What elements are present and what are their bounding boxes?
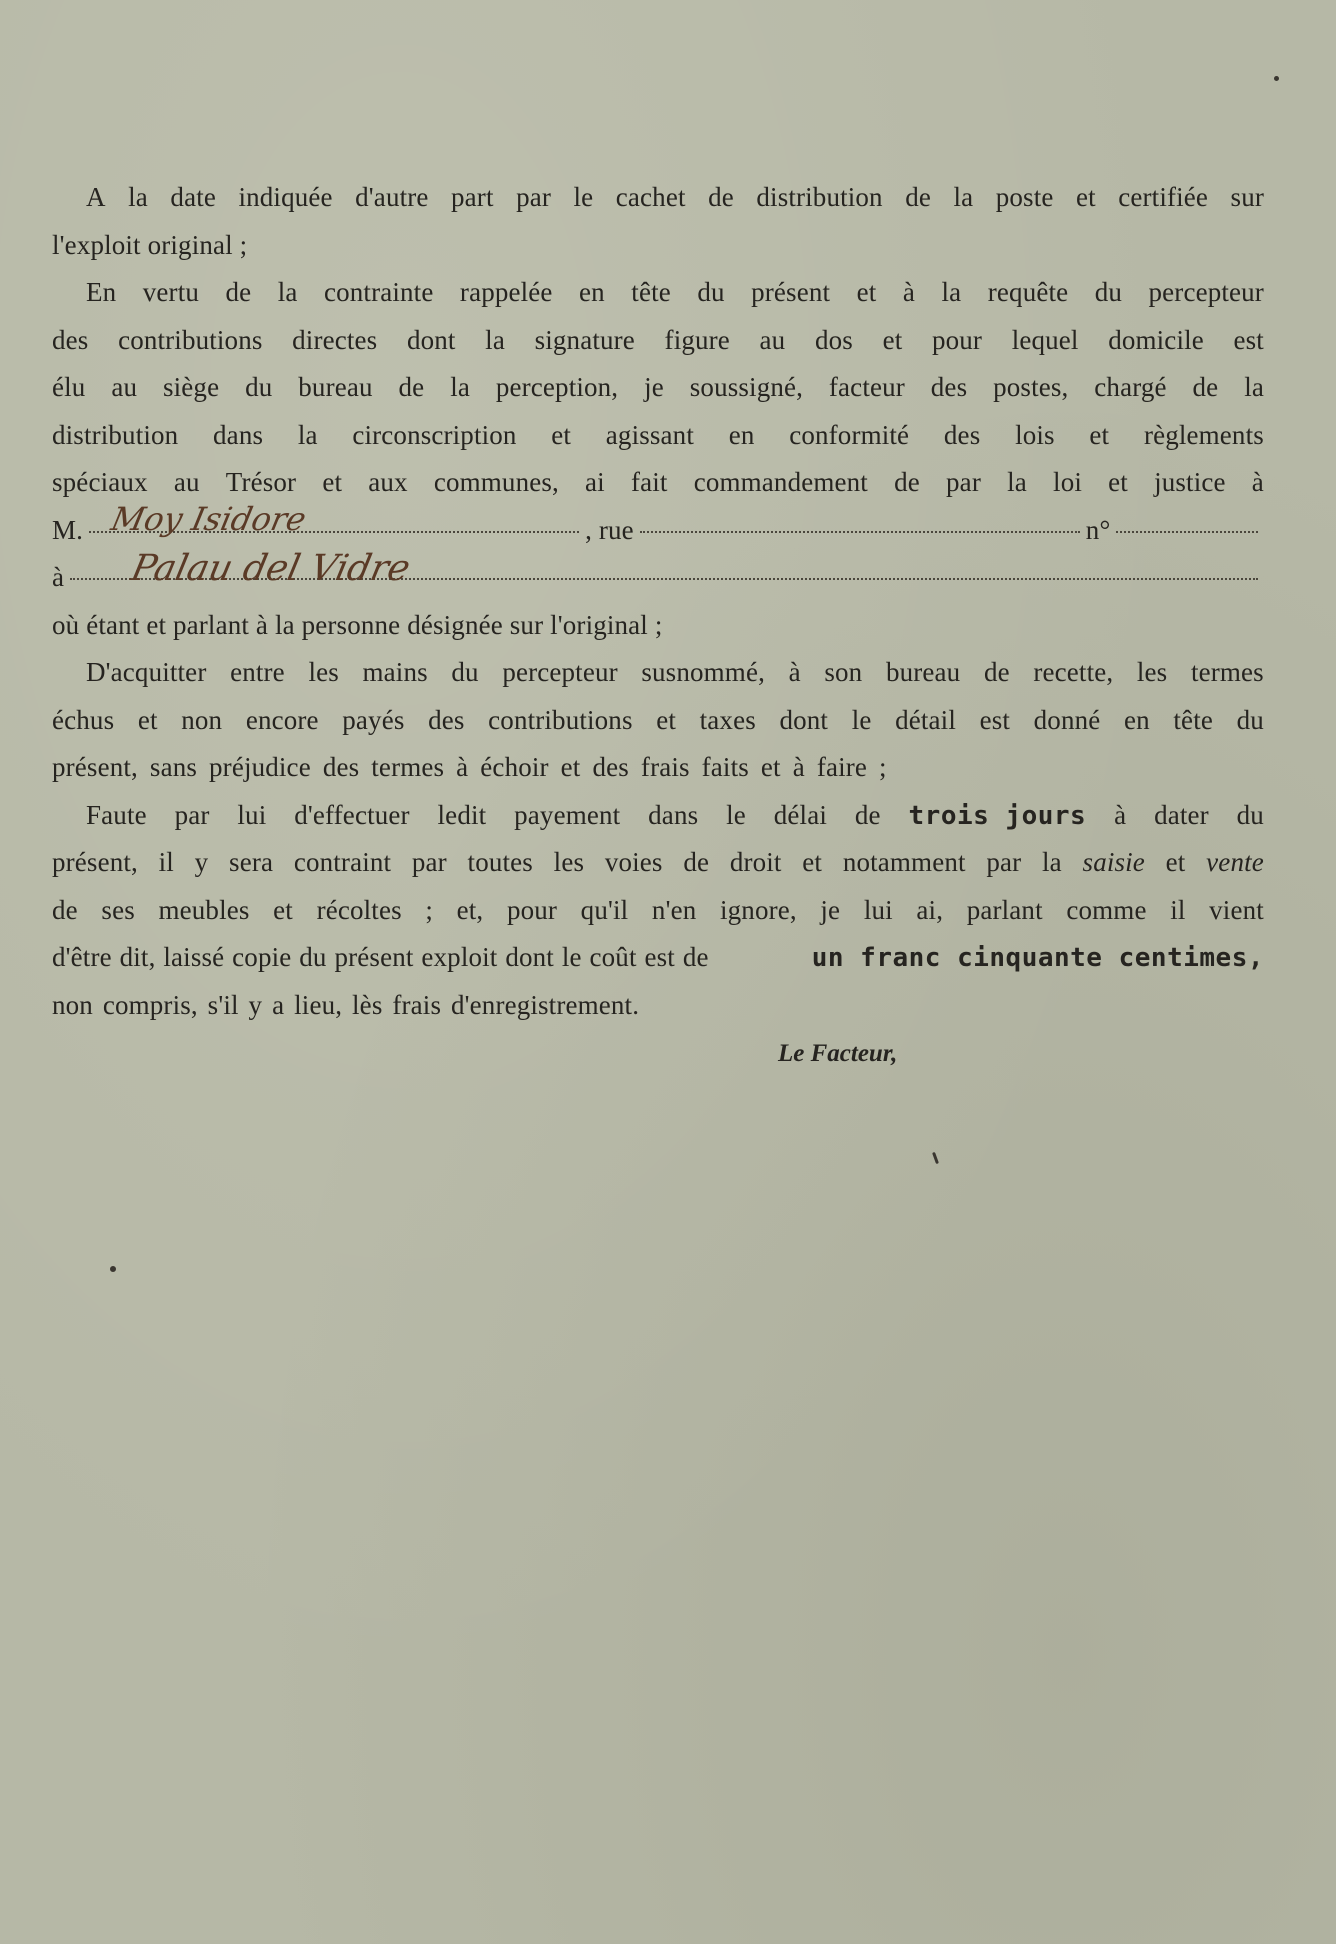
- m-label: M.: [52, 514, 84, 545]
- word: dont: [406, 324, 456, 355]
- word: règlements: [1143, 419, 1264, 450]
- word: certifiée: [1118, 182, 1209, 212]
- word: communes,: [433, 467, 559, 497]
- word: loi: [1053, 467, 1082, 497]
- word: la: [450, 372, 470, 402]
- handwritten-place: Palau del Vidre: [127, 548, 414, 589]
- word: du: [1236, 799, 1264, 830]
- word: donné: [1033, 704, 1101, 735]
- paragraph-5-line-4-start: d'être dit, laissé copie du présent exploit dont le coût est de: [52, 942, 709, 972]
- paragraph-3-text: où étant et parlant à la personne désignée sur l'original ;: [52, 609, 663, 640]
- word: percepteur: [1148, 277, 1264, 307]
- word: en: [1124, 704, 1150, 735]
- word: termes: [1190, 657, 1264, 687]
- delay-bold-text: trois jours: [908, 800, 1087, 831]
- word: ses: [101, 894, 135, 925]
- word: des: [52, 324, 89, 355]
- word: distribution: [756, 182, 883, 212]
- word: fait: [630, 467, 668, 497]
- word: entre: [230, 657, 285, 687]
- word: dans: [213, 419, 264, 450]
- word: la: [1007, 467, 1027, 497]
- word: sera: [229, 847, 274, 877]
- word: En: [86, 277, 117, 307]
- paragraph-5-line-5: [52, 982, 1264, 1030]
- word: directes: [292, 324, 378, 355]
- word: conformité: [789, 419, 910, 450]
- word: de: [225, 277, 252, 307]
- word: la: [1042, 847, 1062, 877]
- paper-speck: [110, 1266, 116, 1272]
- word: à: [788, 657, 801, 687]
- word: aux: [368, 467, 408, 497]
- word: et: [802, 847, 823, 877]
- word: échus: [52, 704, 115, 735]
- word: délai: [773, 799, 827, 830]
- paragraph-1-line-2-text: l'exploit original ;: [52, 229, 248, 260]
- word: soussigné,: [689, 372, 804, 402]
- word: vertu: [142, 277, 199, 307]
- word: la: [953, 182, 974, 212]
- word: indiquée: [238, 182, 333, 212]
- word: agissant: [605, 419, 694, 450]
- word: de: [1192, 372, 1219, 402]
- word: et: [322, 467, 343, 497]
- paragraph-3: [52, 602, 1264, 650]
- word: son: [824, 657, 863, 687]
- word: Trésor: [225, 467, 297, 497]
- word: encore: [245, 704, 319, 735]
- word: au: [111, 372, 138, 402]
- word: par: [174, 799, 210, 830]
- paragraph-2-line-1: [52, 269, 1264, 317]
- word: distribution: [52, 419, 179, 450]
- street-dotted-line: [640, 531, 1080, 533]
- word: Faute: [86, 799, 147, 830]
- word: cachet: [615, 182, 686, 212]
- a-label: à: [52, 562, 65, 592]
- word: et: [1108, 467, 1128, 497]
- word: ledit: [437, 799, 487, 830]
- word: présent: [751, 277, 831, 307]
- word: poste: [995, 182, 1054, 212]
- word: faire: [816, 752, 868, 782]
- word: parlant: [966, 894, 1043, 925]
- paragraph-1-line-1: [52, 174, 1264, 222]
- paragraph-4-line-3: [52, 744, 1264, 792]
- word: par: [516, 182, 552, 212]
- handwritten-name: Moy Isidore: [107, 500, 310, 538]
- vente-italic-text: vente: [1206, 847, 1264, 877]
- word: ai,: [916, 894, 944, 925]
- word: au: [759, 324, 786, 355]
- word: d'autre: [355, 182, 429, 212]
- word: dans: [648, 799, 699, 830]
- word: le: [726, 799, 746, 830]
- word: part: [451, 182, 494, 212]
- word: susnommé,: [641, 657, 765, 687]
- paragraph-5-line-4: [52, 934, 1264, 982]
- word: je: [644, 372, 664, 402]
- word: et: [656, 704, 677, 735]
- word: justice: [1154, 467, 1226, 497]
- word: et: [551, 419, 572, 450]
- number-label: n°: [1085, 514, 1111, 545]
- word: meubles: [158, 894, 250, 925]
- word: la: [297, 419, 318, 450]
- saisie-italic-text: saisie: [1082, 847, 1145, 877]
- word: postes,: [993, 372, 1069, 402]
- word: des: [592, 752, 629, 782]
- word: facteur: [828, 372, 905, 402]
- word: il: [1170, 894, 1186, 925]
- word: à: [902, 277, 916, 307]
- paper-speck: [1274, 76, 1279, 81]
- word: à: [1251, 467, 1264, 497]
- cost-bold-text: un franc cinquante centimes,: [811, 943, 1264, 973]
- word: et: [856, 277, 877, 307]
- word: du: [1236, 704, 1264, 735]
- word: en: [728, 419, 755, 450]
- word: ;: [879, 752, 887, 782]
- word: et: [273, 894, 293, 925]
- word: pour: [506, 894, 558, 925]
- word: perception,: [495, 372, 619, 402]
- word: contrainte: [324, 277, 434, 307]
- word: vient: [1209, 894, 1264, 925]
- word: taxes: [699, 704, 756, 735]
- word: dater: [1154, 799, 1209, 830]
- document-body: [52, 174, 1264, 1029]
- word: tête: [1173, 704, 1213, 735]
- word: du: [245, 372, 273, 402]
- word: n'en: [651, 894, 697, 925]
- word: et,: [456, 894, 484, 925]
- word: dos: [814, 324, 853, 355]
- word: de: [905, 182, 931, 212]
- word: dont: [779, 704, 829, 735]
- word: la: [941, 277, 962, 307]
- paragraph-2-line-2: [52, 317, 1264, 365]
- word: présent,: [52, 752, 138, 782]
- word: le: [851, 704, 872, 735]
- word: de: [708, 182, 734, 212]
- word: du: [697, 277, 725, 307]
- word: recette,: [1033, 657, 1114, 687]
- paragraph-4-line-1: [52, 649, 1264, 697]
- word: détail: [895, 704, 956, 735]
- word: pour: [931, 324, 983, 355]
- paragraph-2-line-4: [52, 412, 1264, 460]
- word: figure: [664, 324, 730, 355]
- word: domicile: [1108, 324, 1204, 355]
- paragraph-4-line-2: [52, 697, 1264, 745]
- word: lui: [863, 894, 893, 925]
- word: de: [52, 894, 78, 925]
- word: notamment: [842, 847, 966, 877]
- word: et: [760, 752, 781, 782]
- word: siège: [162, 372, 220, 402]
- word: la: [485, 324, 505, 355]
- word: les: [553, 847, 585, 877]
- word: le: [573, 182, 594, 212]
- word: de: [854, 799, 881, 830]
- word: est: [1233, 324, 1264, 355]
- word: frais: [640, 752, 690, 782]
- word: les: [1136, 657, 1168, 687]
- word: ai: [585, 467, 605, 497]
- word: voies: [604, 847, 663, 877]
- signature-label: Le Facteur,: [778, 1040, 898, 1067]
- word: sans: [149, 752, 198, 782]
- word: de: [894, 467, 920, 497]
- word: ;: [425, 894, 434, 925]
- word: à: [792, 752, 805, 782]
- number-dotted-line: [1116, 531, 1258, 533]
- word: la: [277, 277, 298, 307]
- word: D'acquitter: [86, 657, 207, 687]
- word: à: [456, 752, 469, 782]
- word: tête: [631, 277, 671, 307]
- word: contributions: [118, 324, 263, 355]
- word: du: [451, 657, 479, 687]
- word: circonscription: [352, 419, 517, 450]
- word: et: [1089, 419, 1110, 450]
- word: bureau: [298, 372, 373, 402]
- paragraph-2-line-3: [52, 364, 1264, 412]
- paragraph-5-line-2: [52, 839, 1264, 887]
- word: termes: [371, 752, 445, 782]
- word: commandement: [693, 467, 868, 497]
- word: il: [158, 847, 174, 877]
- word: à: [1114, 799, 1127, 830]
- word: au: [173, 467, 200, 497]
- word: de: [683, 847, 710, 877]
- word: je: [820, 894, 841, 925]
- word: présent,: [52, 847, 138, 877]
- word: A: [86, 182, 106, 212]
- word: d'effectuer: [294, 799, 410, 830]
- word: préjudice: [209, 752, 311, 782]
- paper-speck: [932, 1152, 939, 1164]
- word: lois: [1015, 419, 1055, 450]
- paragraph-5-line-3: [52, 887, 1264, 935]
- word: et: [882, 324, 903, 355]
- word: de: [983, 657, 1010, 687]
- word: contraint: [293, 847, 392, 877]
- word: lui: [237, 799, 267, 830]
- word: comme: [1066, 894, 1147, 925]
- word: signature: [534, 324, 635, 355]
- word: droit: [729, 847, 782, 877]
- word: ignore,: [720, 894, 797, 925]
- word: chargé: [1094, 372, 1167, 402]
- et-text: et: [1165, 847, 1186, 877]
- word: contributions: [488, 704, 633, 735]
- rue-label: , rue: [585, 514, 634, 545]
- word: des: [943, 419, 981, 450]
- word: par: [946, 467, 981, 497]
- word: payement: [514, 799, 621, 830]
- word: du: [1094, 277, 1123, 307]
- word: et: [560, 752, 581, 782]
- word: élu: [52, 372, 86, 402]
- word: par: [411, 847, 447, 877]
- word: lequel: [1011, 324, 1079, 355]
- word: les: [308, 657, 339, 687]
- word: par: [986, 847, 1022, 877]
- word: la: [1244, 372, 1264, 402]
- word: percepteur: [502, 657, 618, 687]
- word: récoltes: [316, 894, 402, 925]
- word: des: [428, 704, 465, 735]
- word: spéciaux: [52, 467, 148, 497]
- paragraph-5-line-5-text: non compris, s'il y a lieu, lès frais d'enregistrement.: [52, 989, 640, 1020]
- word: et: [137, 704, 158, 735]
- paragraph-1-line-2: [52, 222, 1264, 270]
- word: des: [930, 372, 968, 402]
- word: toutes: [467, 847, 533, 877]
- word: échoir: [480, 752, 549, 782]
- word: qu'il: [580, 894, 629, 925]
- word: est: [979, 704, 1011, 735]
- word: payés: [342, 704, 405, 735]
- word: non: [181, 704, 223, 735]
- word: y: [194, 847, 209, 877]
- word: de: [398, 372, 425, 402]
- word: sur: [1230, 182, 1264, 212]
- word: en: [579, 277, 605, 307]
- word: rappelée: [459, 277, 553, 307]
- word: mains: [362, 657, 428, 687]
- word: bureau: [885, 657, 961, 687]
- word: requête: [987, 277, 1069, 307]
- word: la: [128, 182, 148, 212]
- word: date: [170, 182, 216, 212]
- word: des: [322, 752, 360, 782]
- word: faits: [701, 752, 749, 782]
- word: et: [1075, 182, 1096, 212]
- paragraph-5-line-1: [52, 792, 1264, 840]
